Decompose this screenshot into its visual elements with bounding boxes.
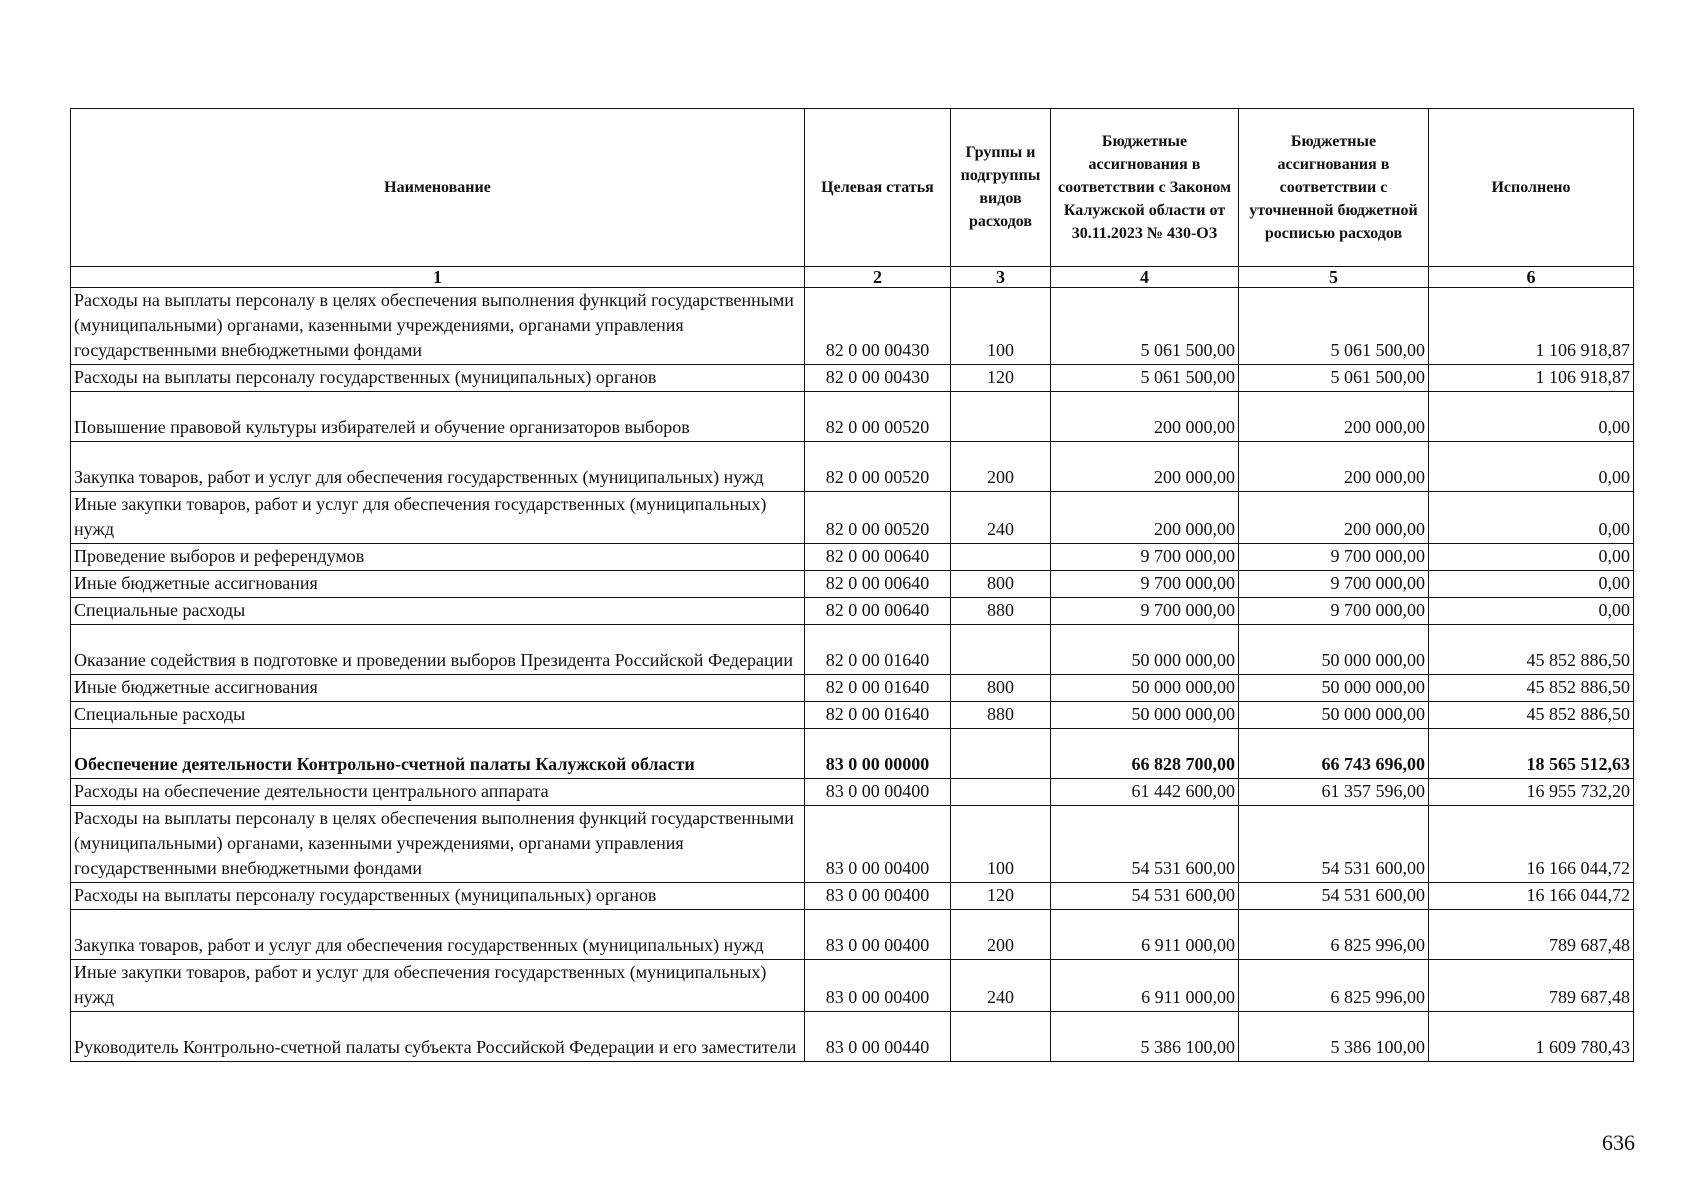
table-row [71,883,1634,910]
row-group: 880 [951,598,1051,625]
row-executed-amount: 1 106 918,87 [1429,288,1634,365]
row-code: 82 0 00 00430 [805,288,951,365]
table-row [71,806,1634,883]
row-law-amount: 200 000,00 [1051,392,1239,442]
row-refined-amount: 50 000 000,00 [1239,625,1429,675]
header-target-article: Целевая статья [805,109,951,267]
row-group: 240 [951,960,1051,1012]
table-row [71,392,1634,442]
row-executed-amount: 45 852 886,50 [1429,625,1634,675]
row-name: Повышение правовой культуры избирателей и обучение организаторов выборов [71,392,805,442]
row-code: 82 0 00 00520 [805,492,951,544]
row-refined-amount: 6 825 996,00 [1239,910,1429,960]
row-refined-amount: 9 700 000,00 [1239,598,1429,625]
row-executed-amount: 789 687,48 [1429,910,1634,960]
table-header-row [71,109,1634,267]
row-code: 82 0 00 00520 [805,442,951,492]
row-executed-amount: 45 852 886,50 [1429,702,1634,729]
row-executed-amount: 0,00 [1429,442,1634,492]
table-row [71,288,1634,365]
page-number: 636 [1602,1130,1635,1155]
row-name: Иные бюджетные ассигнования [71,675,805,702]
row-refined-amount: 200 000,00 [1239,392,1429,442]
row-code: 82 0 00 01640 [805,702,951,729]
header-refined-appropriations: Бюджетные ассигнования в соответствии с уточненной бюджетной росписью расходов [1239,109,1429,267]
row-code: 83 0 00 00400 [805,806,951,883]
row-name: Руководитель Контрольно-счетной палаты субъекта Российской Федерации и его заместители [71,1012,805,1062]
column-number: 4 [1051,267,1239,288]
table-row [71,365,1634,392]
row-group: 100 [951,288,1051,365]
row-code: 83 0 00 00400 [805,779,951,806]
row-name: Закупка товаров, работ и услуг для обеспечения государственных (муниципальных) нужд [71,442,805,492]
row-law-amount: 61 442 600,00 [1051,779,1239,806]
table-row [71,544,1634,571]
row-name: Расходы на выплаты персоналу в целях обеспечения выполнения функций государственными (муниципальными) органами, казенными учреждениями, органами управления государственными внебюджетными фондами [71,806,805,883]
row-refined-amount: 54 531 600,00 [1239,806,1429,883]
row-refined-amount: 200 000,00 [1239,492,1429,544]
row-law-amount: 5 061 500,00 [1051,365,1239,392]
row-code: 83 0 00 00400 [805,960,951,1012]
table-row [71,910,1634,960]
row-group: 800 [951,571,1051,598]
row-group [951,625,1051,675]
row-group: 880 [951,702,1051,729]
row-law-amount: 6 911 000,00 [1051,960,1239,1012]
row-refined-amount: 50 000 000,00 [1239,675,1429,702]
table-row [71,442,1634,492]
table-row-section [71,729,1634,779]
table-row [71,1012,1634,1062]
row-refined-amount: 5 061 500,00 [1239,288,1429,365]
row-law-amount: 54 531 600,00 [1051,883,1239,910]
row-refined-amount: 5 061 500,00 [1239,365,1429,392]
column-number: 5 [1239,267,1429,288]
row-law-amount: 54 531 600,00 [1051,806,1239,883]
column-number: 3 [951,267,1051,288]
table-row [71,960,1634,1012]
row-code: 83 0 00 00400 [805,883,951,910]
header-executed: Исполнено [1429,109,1634,267]
row-group [951,779,1051,806]
row-code: 82 0 00 01640 [805,625,951,675]
row-name: Проведение выборов и референдумов [71,544,805,571]
row-name: Иные бюджетные ассигнования [71,571,805,598]
table-row [71,492,1634,544]
table-row [71,571,1634,598]
row-refined-amount: 200 000,00 [1239,442,1429,492]
row-group: 200 [951,910,1051,960]
row-refined-amount: 6 825 996,00 [1239,960,1429,1012]
row-executed-amount: 16 955 732,20 [1429,779,1634,806]
row-code: 82 0 00 00640 [805,598,951,625]
row-refined-amount: 54 531 600,00 [1239,883,1429,910]
row-law-amount: 9 700 000,00 [1051,598,1239,625]
header-name: Наименование [71,109,805,267]
row-code: 82 0 00 00520 [805,392,951,442]
header-expense-groups: Группы и подгруппы видов расходов [951,109,1051,267]
row-group [951,1012,1051,1062]
row-code: 82 0 00 00430 [805,365,951,392]
row-name: Специальные расходы [71,598,805,625]
row-law-amount: 200 000,00 [1051,492,1239,544]
row-name: Иные закупки товаров, работ и услуг для обеспечения государственных (муниципальных) нужд [71,960,805,1012]
row-group [951,729,1051,779]
row-group: 100 [951,806,1051,883]
row-name: Иные закупки товаров, работ и услуг для обеспечения государственных (муниципальных) нужд [71,492,805,544]
row-executed-amount: 18 565 512,63 [1429,729,1634,779]
budget-table [70,108,1634,1062]
row-name: Расходы на выплаты персоналу государственных (муниципальных) органов [71,883,805,910]
row-code: 83 0 00 00000 [805,729,951,779]
row-executed-amount: 1 609 780,43 [1429,1012,1634,1062]
row-law-amount: 5 386 100,00 [1051,1012,1239,1062]
table-row [71,598,1634,625]
header-law-appropriations: Бюджетные ассигнования в соответствии с Законом Калужской области от 30.11.2023 № 430-ОЗ [1051,109,1239,267]
row-refined-amount: 50 000 000,00 [1239,702,1429,729]
table-row [71,675,1634,702]
row-code: 82 0 00 00640 [805,544,951,571]
row-name: Расходы на выплаты персоналу государственных (муниципальных) органов [71,365,805,392]
row-executed-amount: 45 852 886,50 [1429,675,1634,702]
column-number-row [71,267,1634,288]
row-group: 120 [951,883,1051,910]
row-law-amount: 6 911 000,00 [1051,910,1239,960]
row-executed-amount: 1 106 918,87 [1429,365,1634,392]
column-number: 6 [1429,267,1634,288]
row-refined-amount: 66 743 696,00 [1239,729,1429,779]
row-refined-amount: 9 700 000,00 [1239,544,1429,571]
row-group: 800 [951,675,1051,702]
row-executed-amount: 0,00 [1429,392,1634,442]
row-group [951,392,1051,442]
row-code: 82 0 00 00640 [805,571,951,598]
table-row [71,779,1634,806]
row-executed-amount: 16 166 044,72 [1429,806,1634,883]
row-name: Оказание содействия в подготовке и проведении выборов Президента Российской Федерации [71,625,805,675]
row-code: 83 0 00 00440 [805,1012,951,1062]
row-group [951,544,1051,571]
row-law-amount: 50 000 000,00 [1051,702,1239,729]
row-code: 83 0 00 00400 [805,910,951,960]
row-name: Расходы на обеспечение деятельности центрального аппарата [71,779,805,806]
row-law-amount: 5 061 500,00 [1051,288,1239,365]
table-row [71,702,1634,729]
column-number: 2 [805,267,951,288]
row-law-amount: 200 000,00 [1051,442,1239,492]
row-executed-amount: 0,00 [1429,571,1634,598]
column-number: 1 [71,267,805,288]
row-name: Обеспечение деятельности Контрольно-счетной палаты Калужской области [71,729,805,779]
row-executed-amount: 0,00 [1429,544,1634,571]
row-executed-amount: 16 166 044,72 [1429,883,1634,910]
table-row [71,625,1634,675]
row-name: Специальные расходы [71,702,805,729]
row-group: 120 [951,365,1051,392]
row-name: Закупка товаров, работ и услуг для обеспечения государственных (муниципальных) нужд [71,910,805,960]
row-law-amount: 9 700 000,00 [1051,571,1239,598]
row-group: 240 [951,492,1051,544]
row-group: 200 [951,442,1051,492]
row-code: 82 0 00 01640 [805,675,951,702]
row-executed-amount: 0,00 [1429,492,1634,544]
row-law-amount: 50 000 000,00 [1051,675,1239,702]
row-executed-amount: 789 687,48 [1429,960,1634,1012]
row-name: Расходы на выплаты персоналу в целях обеспечения выполнения функций государственными (муниципальными) органами, казенными учреждениями, органами управления государственными внебюджетными фондами [71,288,805,365]
row-refined-amount: 5 386 100,00 [1239,1012,1429,1062]
row-executed-amount: 0,00 [1429,598,1634,625]
row-law-amount: 50 000 000,00 [1051,625,1239,675]
row-law-amount: 9 700 000,00 [1051,544,1239,571]
row-law-amount: 66 828 700,00 [1051,729,1239,779]
row-refined-amount: 9 700 000,00 [1239,571,1429,598]
row-refined-amount: 61 357 596,00 [1239,779,1429,806]
